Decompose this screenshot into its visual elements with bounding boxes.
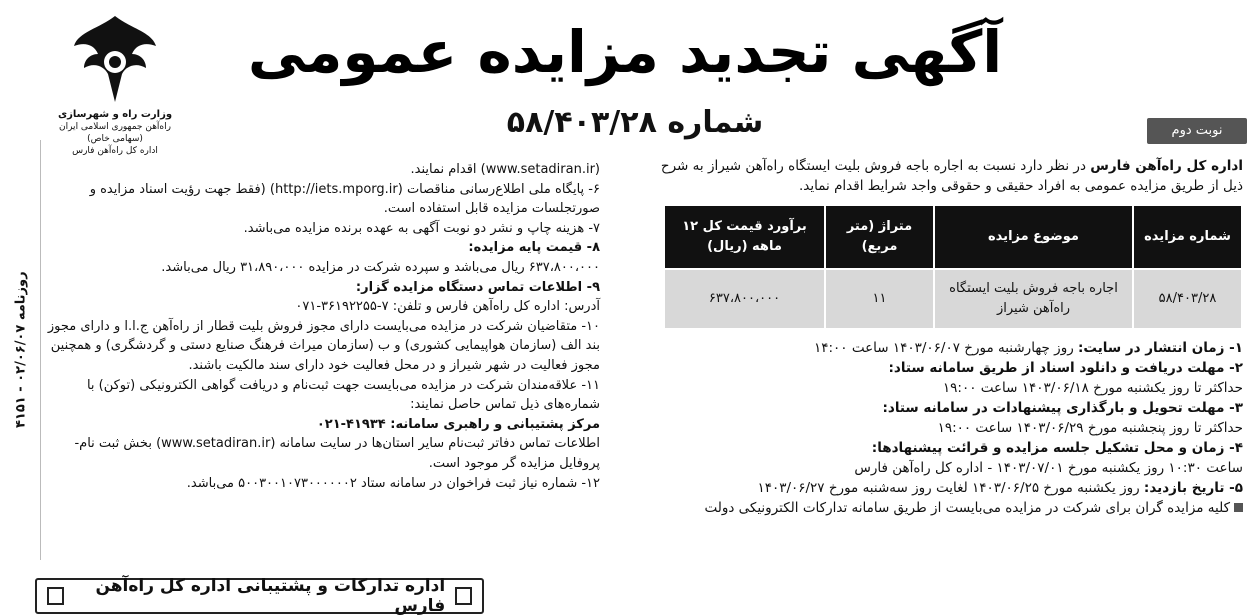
list-item <box>648 358 1243 378</box>
square-icon <box>47 587 64 605</box>
list-item <box>648 338 1243 358</box>
list-item <box>648 418 1243 438</box>
square-icon <box>455 587 472 605</box>
side-strip <box>0 140 41 560</box>
office-name: اداره کل راه‌آهن فارس <box>72 146 158 156</box>
ministry-name: وزارت راه و شهرسازی <box>57 109 173 120</box>
list-item <box>648 438 1243 458</box>
info-list <box>648 338 1243 518</box>
bullet-icon <box>1234 503 1243 512</box>
item-text: ساعت ۱۰:۳۰ روز یکشنبه مورخ ۱۴۰۳/۰۷/۰۱ - اداره کل راه‌آهن فارس <box>854 460 1243 476</box>
right-column <box>648 156 1243 518</box>
notice-number: شماره ۵۸/۴۰۳/۲۸ <box>506 105 764 140</box>
list-item: آدرس: اداره کل راه‌آهن فارس و تلفن: ۷-۳۶۱۹۲۲۵۵-۰۷۱ <box>295 299 600 315</box>
list-item: ۶۳۷،۸۰۰،۰۰۰ ریال می‌باشد و سپرده شرکت در مزایده ۳۱،۸۹۰،۰۰۰ ریال می‌باشد. <box>161 259 600 275</box>
item-label: ۱- زمان انتشار در سایت: <box>1078 340 1243 356</box>
item-label: ۳- مهلت تحویل و بارگذاری پیشنهادات در سامانه ستاد: <box>882 400 1243 416</box>
item-text: کلیه مزایده گران برای شرکت در مزایده می‌بایست از طریق سامانه تدارکات الکترونیکی دولت <box>704 500 1230 516</box>
list-item <box>648 398 1243 418</box>
item-text: روز چهارشنبه مورخ ۱۴۰۳/۰۶/۰۷ ساعت ۱۴:۰۰ <box>813 340 1079 356</box>
railway-emblem-icon <box>70 8 160 108</box>
list-item <box>648 458 1243 478</box>
list-item: (www.setadiran.ir) اقدام نمایند. <box>410 162 600 177</box>
list-item: ۷- هزینه چاپ و نشر دو نوبت آگهی به عهده برنده مزایده می‌باشد. <box>243 220 600 236</box>
intro-paragraph <box>648 156 1243 196</box>
list-item: ۱۰- متقاضیان شرکت در مزایده می‌بایست دارای مجوز فروش بلیت قطار از راه‌آهن ج.ا.ا و دارای مجوز بند الف (سازمان هواپیمایی کشوری) و ب (سازمان میراث فرهنگ صنایع دستی و گردشگری) و همچنین مجوز فعالیت در شهر شیراز و در محل فعالیت خود دارای سند مالکیت باشند. <box>47 318 600 373</box>
table-header: متراژ (متر مربع) <box>825 205 934 269</box>
company-name: راه‌آهن جمهوری اسلامی ایران (سهامی خاص) <box>58 122 171 144</box>
list-item: ۹- اطلاعات تماس دستگاه مزایده گزار: <box>355 279 600 295</box>
table-header-row <box>664 205 1242 269</box>
intro-lead: اداره کل راه‌آهن فارس <box>1090 158 1243 174</box>
intro-text: در نظر دارد نسبت به اجاره باجه فروش بلیت ایستگاه راه‌آهن شیراز به شرح ذیل از طریق مزایده عمومی به افراد حقیقی و حقوقی واجد شرایط اقدام نماید. <box>660 158 1243 194</box>
list-item: مرکز پشتیبانی و راهبری سامانه: ۴۱۹۳۴-۰۲۱ <box>316 416 600 432</box>
item-text: روز یکشنبه مورخ ۱۴۰۳/۰۶/۲۵ لغایت روز سه‌شنبه مورخ ۱۴۰۳/۰۶/۲۷ <box>757 480 1144 496</box>
table-cell: ۱۱ <box>825 269 934 329</box>
table-row <box>664 269 1242 329</box>
item-label: ۵- تاریخ بازدید: <box>1143 480 1243 496</box>
table-cell: ۵۸/۴۰۳/۲۸ <box>1133 269 1242 329</box>
list-item <box>648 378 1243 398</box>
list-item: ۶- پایگاه ملی اطلاع‌رسانی مناقصات (http://iets.mporg.ir) (فقط جهت رؤیت اسناد مزایده و صورتجلسات مزایده قابل استفاده است. <box>89 181 600 217</box>
list-item: ۸- قیمت پایه مزایده: <box>468 240 600 256</box>
list-item: ۱۲- شماره نیاز ثبت فراخوان در سامانه ستاد ۵۰۰۳۰۰۱۰۷۳۰۰۰۰۰۰۲ می‌باشد. <box>186 475 600 491</box>
table-header: برآورد قیمت کل ۱۲ ماهه (ریال) <box>664 205 825 269</box>
list-item <box>648 478 1243 498</box>
list-item: ۱۱- علاقه‌مندان شرکت در مزایده می‌بایست جهت ثبت‌نام و دریافت گواهی الکترونیکی (توکن) با شماره‌های ذیل تماس حاصل نمایند: <box>86 377 600 413</box>
round-badge: نوبت دوم <box>1147 118 1247 144</box>
item-label: ۲- مهلت دریافت و دانلود اسناد از طریق سامانه ستاد: <box>888 360 1243 376</box>
logo <box>55 8 175 158</box>
table-header: شماره مزایده <box>1133 205 1242 269</box>
side-label: روزنامه ۰۲/۰۶/۰۷ - ۴۱۵۱ <box>13 271 29 429</box>
list-item: اطلاعات تماس دفاتر ثبت‌نام سایر استان‌ها در سایت سامانه (www.setadiran.ir) بخش ثبت نام- پروفایل مزایده گر موجود است. <box>74 436 600 471</box>
footer-bar <box>35 578 484 614</box>
item-text: حداکثر تا روز پنجشنبه مورخ ۱۴۰۳/۰۶/۲۹ ساعت ۱۹:۰۰ <box>937 420 1243 436</box>
auction-table <box>663 204 1243 330</box>
table-cell: ۶۳۷،۸۰۰،۰۰۰ <box>664 269 825 329</box>
item-label: ۴- زمان و محل تشکیل جلسه مزایده و قرائت پیشنهادها: <box>871 440 1243 456</box>
list-item <box>648 498 1243 518</box>
table-header: موضوع مزایده <box>934 205 1133 269</box>
footer-text: اداره تدارکات و پشتیبانی اداره کل راه‌آهن فارس <box>95 576 446 616</box>
page-title: آگهی تجدید مزایده عمومی <box>247 18 1003 86</box>
item-text: حداکثر تا روز یکشنبه مورخ ۱۴۰۳/۰۶/۱۸ ساعت ۱۹:۰۰ <box>942 380 1243 396</box>
table-cell: اجاره باجه فروش بلیت ایستگاه راه‌آهن شیراز <box>934 269 1133 329</box>
left-column <box>40 160 600 493</box>
